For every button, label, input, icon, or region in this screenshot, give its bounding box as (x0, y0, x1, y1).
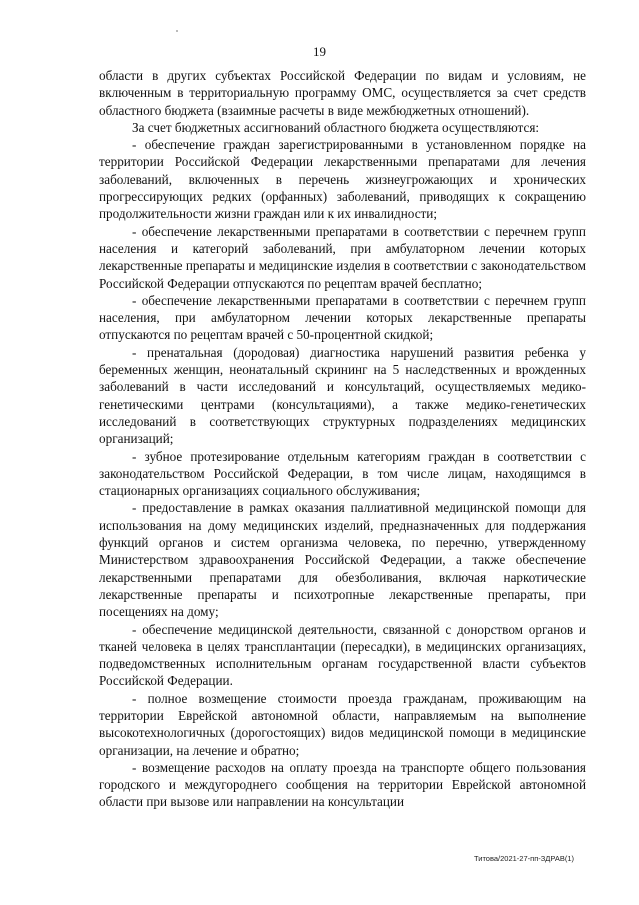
paragraph: - возмещение расходов на оплату проезда на транспорте общего пользования городского и междугороднего сообщения на территории Еврейской автономной области при вызове или направлении на консультации (99, 759, 586, 810)
paragraph: - обеспечение лекарственными препаратами в соответствии с перечнем групп населения и категорий заболеваний, при амбулаторном лечении которых лекарственные препараты и медицинские изделия в соответствии с законодательством Российской Федерации отпускаются по рецептам врачей бесплатно; (99, 223, 586, 291)
scan-speck (176, 30, 178, 32)
paragraph: За счет бюджетных ассигнований областного бюджета осуществляются: (132, 119, 540, 135)
paragraph: - пренатальная (дородовая) диагностика нарушений развития ребенка у беременных женщин, неонатальный скрининг на 5 наследственных и врожденных заболеваний в части исследований и консультаций, осуществляемых медико-генетическими центрами (консультациями), а также медико-генетических исследований в соответствующих структурных подразделениях медицинских организаций; (99, 344, 586, 447)
document-footer-code: Титова/2021-27-пп-ЗДРАВ(1) (474, 854, 575, 863)
paragraph: - обеспечение медицинской деятельности, связанной с донорством органов и тканей человека в целях трансплантации (пересадки), в медицинских организациях, подведомственных исполнительным органам государственной власти субъектов Российской Федерации. (99, 621, 586, 689)
paragraph: - обеспечение лекарственными препаратами в соответствии с перечнем групп населения, при амбулаторном лечении которых лекарственные препараты отпускаются по рецептам врачей с 50-процентной скидкой; (99, 292, 586, 343)
paragraph: - обеспечение граждан зарегистрированными в установленном порядке на территории Российской Федерации лекарственными препаратами для лечения заболеваний, включенных в перечень жизнеугрожающих и хронических прогрессирующих редких (орфанных) заболеваний, приводящих к сокращению продолжительности жизни граждан или к их инвалидности; (99, 137, 586, 222)
page-number: 19 (313, 44, 326, 59)
paragraph: - зубное протезирование отдельным категориям граждан в соответствии с законодательством Российской Федерации, в том числе лицам, находящимся в стационарных организациях социального обслуживания; (99, 448, 586, 499)
paragraph: - полное возмещение стоимости проезда гражданам, проживающим на территории Еврейской автономной области, направляемым на выполнение высокотехнологичных (дорогостоящих) видов медицинской помощи в медицинские организации, на лечение и обратно; (99, 690, 586, 758)
paragraph: области в других субъектах Российской Федерации по видам и условиям, не включенным в территориальную программу ОМС, осуществляется за счет средств областного бюджета (взаимные расчеты в виде межбюджетных отношений). (99, 68, 586, 118)
document-body (99, 67, 586, 811)
paragraph: - предоставление в рамках оказания паллиативной медицинской помощи для использования на дому медицинских изделий, предназначенных для поддержания функций органов и систем организма человека, по перечню, утвержденному Министерством здравоохранения Российской Федерации, а также обеспечение лекарственными препаратами для обезболивания, включая наркотические лекарственные препараты и психотропные лекарственные препараты, при посещениях на дому; (99, 500, 586, 620)
